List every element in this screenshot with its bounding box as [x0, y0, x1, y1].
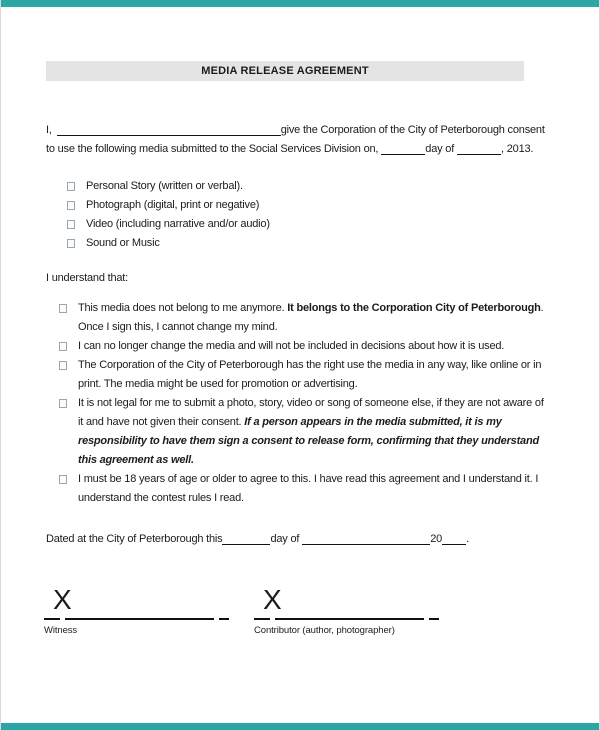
understand-item-text: It is not legal for me to submit a photo, story, video or song of someone else, if they are not aware of it and have not given their consent. If a person appears in the media submitted, it is my responsibility to have them sign a consent to release form, confirming that they understand this agreement as well. [78, 397, 544, 466]
bullet-checkbox-icon [59, 342, 67, 351]
understand-item-no-change [46, 337, 549, 356]
checkbox-personal-story-icon[interactable] [67, 182, 75, 191]
bullet-checkbox-icon [59, 399, 67, 408]
understand-heading: I understand that: [46, 272, 129, 284]
checklist-item-photograph [46, 196, 549, 215]
witness-signature-block [44, 585, 229, 636]
understand-list [46, 299, 549, 508]
understand-item-third-party-consent [46, 394, 549, 470]
signature-section [44, 585, 439, 636]
bullet-checkbox-icon [59, 304, 67, 313]
bottom-accent-bar [1, 723, 600, 730]
witness-label: Witness [44, 625, 78, 636]
intro-year-text: , 2013. [501, 143, 534, 155]
dated-day-blank[interactable] [222, 532, 270, 545]
dated-pre-text: Dated at the City of Peterborough this [46, 533, 223, 545]
document-title-bar [46, 61, 524, 81]
understand-item-ownership [46, 299, 549, 337]
understand-item-text: This media does not belong to me anymore. It belongs to the Corporation City of Peterborough. Once I sign this, I cannot change my mind. [78, 302, 544, 333]
witness-signature-line[interactable] [44, 616, 229, 620]
checklist-item-label: Personal Story (written or verbal). [86, 180, 243, 192]
contributor-signature-line[interactable] [254, 616, 439, 620]
checklist-item-video [46, 215, 549, 234]
contributor-signature-block [254, 585, 439, 636]
understand-item-text: The Corporation of the City of Peterborough has the right use the media in any way, like online or in print. The media might be used for promotion or advertising. [78, 359, 542, 390]
checklist-item-sound [46, 234, 549, 253]
bullet-checkbox-icon [59, 475, 67, 484]
submission-month-blank[interactable] [457, 142, 501, 155]
understand-item-text: I can no longer change the media and will not be included in decisions about how it is used. [78, 340, 505, 352]
top-accent-bar [1, 0, 600, 7]
name-blank[interactable] [57, 123, 281, 136]
checklist-item-label: Photograph (digital, print or negative) [86, 199, 260, 211]
checklist-item-personal-story [46, 177, 549, 196]
witness-x-mark: X [53, 584, 72, 615]
submission-day-blank[interactable] [381, 142, 425, 155]
checkbox-video-icon[interactable] [67, 220, 75, 229]
bullet-checkbox-icon [59, 361, 67, 370]
contributor-x-mark: X [263, 584, 282, 615]
understand-item-age-requirement [46, 470, 549, 508]
media-type-checklist [46, 177, 549, 253]
understand-item-usage-rights [46, 356, 549, 394]
dated-year-prefix: 20 [430, 533, 443, 545]
checklist-item-label: Video (including narrative and/or audio) [86, 218, 270, 230]
intro-body-text: give the Corporation of the City of Peterborough consent to use the following media submitted to the Social Services Division on, [46, 124, 545, 155]
dated-year-blank[interactable] [442, 532, 466, 545]
contributor-label: Contributor (author, photographer) [254, 625, 395, 636]
checkbox-photograph-icon[interactable] [67, 201, 75, 210]
page-title: MEDIA RELEASE AGREEMENT [201, 65, 369, 77]
document-content [1, 61, 599, 549]
dated-day-of-text: day of [270, 533, 300, 545]
intro-paragraph [46, 121, 551, 159]
intro-day-of-text: day of [425, 143, 455, 155]
understand-item-text: I must be 18 years of age or older to agree to this. I have read this agreement and I understand it. I understand the contest rules I read. [78, 473, 539, 504]
checklist-item-label: Sound or Music [86, 237, 160, 249]
dated-month-blank[interactable] [302, 532, 430, 545]
dated-line [46, 530, 549, 549]
dated-end-text: . [466, 533, 469, 545]
intro-pre-text: I, [46, 124, 52, 136]
checkbox-sound-icon[interactable] [67, 239, 75, 248]
